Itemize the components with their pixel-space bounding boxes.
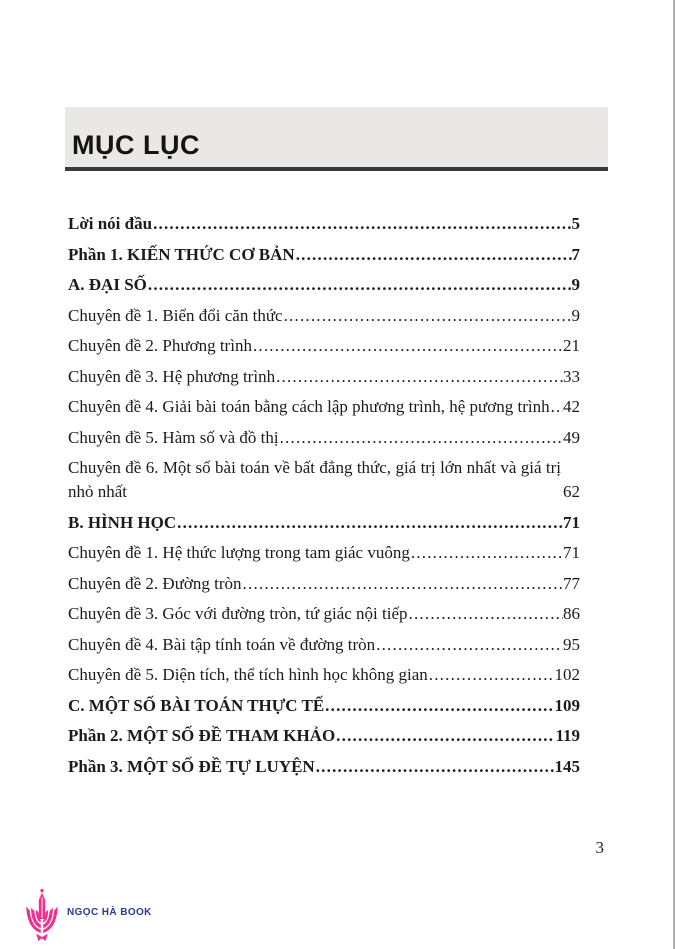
toc-entry: [68, 633, 580, 657]
toc-entry-title: Chuyên đề 2. Đường tròn: [68, 573, 242, 593]
toc-entry-page: 9: [571, 305, 580, 325]
toc-entry: [68, 541, 580, 565]
toc-entry: [68, 212, 580, 236]
toc-entry-title: Phần 3. MỘT SỐ ĐỀ TỰ LUYỆN: [68, 756, 315, 776]
dot-leader: [335, 724, 555, 748]
dot-leader: [176, 511, 563, 535]
toc-entry: [68, 694, 580, 718]
toc-entry-page: 145: [554, 756, 580, 776]
toc-entry-title: Chuyên đề 3. Hệ phương trình: [68, 366, 276, 386]
toc-entry-page: 119: [555, 726, 580, 745]
toc-entry-page: 7: [571, 244, 580, 264]
toc-entry-page: 109: [554, 695, 580, 715]
toc-entry-title: Phần 2. MỘT SỐ ĐỀ THAM KHẢO: [68, 726, 336, 745]
toc-entry: [68, 304, 580, 328]
toc-entry: [68, 572, 580, 596]
toc-entry-page: 5: [571, 214, 580, 233]
dot-leader: [550, 395, 563, 419]
toc-entry-title: Chuyên đề 4. Bài tập tính toán về đường tròn: [68, 634, 376, 654]
open-book-pen-icon: [24, 888, 60, 942]
dot-leader: [275, 365, 563, 389]
toc-entry-title: C. MỘT SỐ BÀI TOÁN THỰC TẾ: [68, 695, 325, 715]
toc-entry: [68, 511, 580, 535]
toc-entry-page: 42: [563, 397, 580, 416]
publisher-name: NGỌC HÀ BOOK: [67, 906, 152, 918]
toc-entry: [68, 602, 580, 626]
toc-entry: [68, 334, 580, 358]
page-right-edge: [673, 0, 675, 949]
dot-leader: [283, 304, 572, 328]
toc-entry: [68, 273, 580, 297]
toc-entry-title: A. ĐẠI SỐ: [68, 275, 147, 294]
toc-entry: [68, 243, 580, 267]
toc-entry-title: Chuyên đề 1. Hệ thức lượng trong tam giác vuông: [68, 543, 410, 562]
dot-leader: [242, 572, 563, 596]
toc-entry-title: Chuyên đề 1. Biển đổi căn thức: [68, 305, 283, 325]
dot-leader: [428, 663, 555, 687]
toc-entry-page: 102: [554, 665, 580, 684]
toc-entry: [68, 724, 580, 748]
folio-page-number: 3: [595, 838, 604, 857]
toc-entry-title: B. HÌNH HỌC: [68, 512, 177, 532]
dot-leader: [410, 541, 563, 565]
toc-entry-title: Chuyên đề 2. Phương trình: [68, 336, 252, 355]
toc-entry-title: Chuyên đề 5. Hàm số và đồ thị: [68, 427, 279, 447]
publisher-logo: [24, 888, 152, 942]
toc-entry: [68, 395, 580, 419]
toc-entry-page: 33: [563, 366, 580, 386]
toc-entry-page: 71: [563, 543, 580, 562]
toc-entry-title: Chuyên đề 5. Diện tích, thể tích hình học không gian: [68, 665, 428, 684]
dot-leader: [324, 694, 554, 718]
toc-entry: [68, 755, 580, 779]
toc-entry-page: 9: [571, 275, 580, 294]
toc-entry-page: 21: [563, 336, 580, 355]
toc-header-banner: [65, 107, 608, 171]
dot-leader: [147, 273, 572, 297]
dot-leader: [279, 426, 563, 450]
toc-entry-title: Chuyên đề 6. Một số bài toán về bất đẳng thức, giá trị lớn nhất và giá trị nhỏ nhất: [68, 458, 561, 501]
toc-entry-title: Chuyên đề 4. Giải bài toán bằng cách lập phương trình, hệ pương trình: [68, 397, 550, 416]
toc-entry-page: 77: [563, 573, 580, 593]
dot-leader: [375, 633, 563, 657]
dot-leader: [408, 602, 563, 626]
toc-entry: [68, 426, 580, 450]
dot-leader: [152, 212, 571, 236]
toc-entry-title: Chuyên đề 3. Góc với đường tròn, tứ giác nội tiếp: [68, 604, 408, 623]
toc-entry: [68, 663, 580, 687]
toc-entry-page: 49: [563, 427, 580, 447]
dot-leader: [315, 755, 555, 779]
toc-entry-page: 86: [563, 604, 580, 623]
toc-entry-title: Lời nói đầu: [68, 214, 153, 233]
toc-entry-page: 95: [563, 634, 580, 654]
dot-leader: [252, 334, 563, 358]
page-title: MỤC LỤC: [72, 130, 200, 160]
toc-entry: [68, 365, 580, 389]
toc-entry: [68, 456, 580, 504]
dot-leader: [295, 243, 572, 267]
table-of-contents: [68, 212, 580, 785]
toc-entry-title: Phần 1. KIẾN THỨC CƠ BẢN: [68, 244, 295, 264]
toc-entry-page: 62: [563, 482, 580, 501]
toc-entry-page: 71: [563, 512, 580, 532]
